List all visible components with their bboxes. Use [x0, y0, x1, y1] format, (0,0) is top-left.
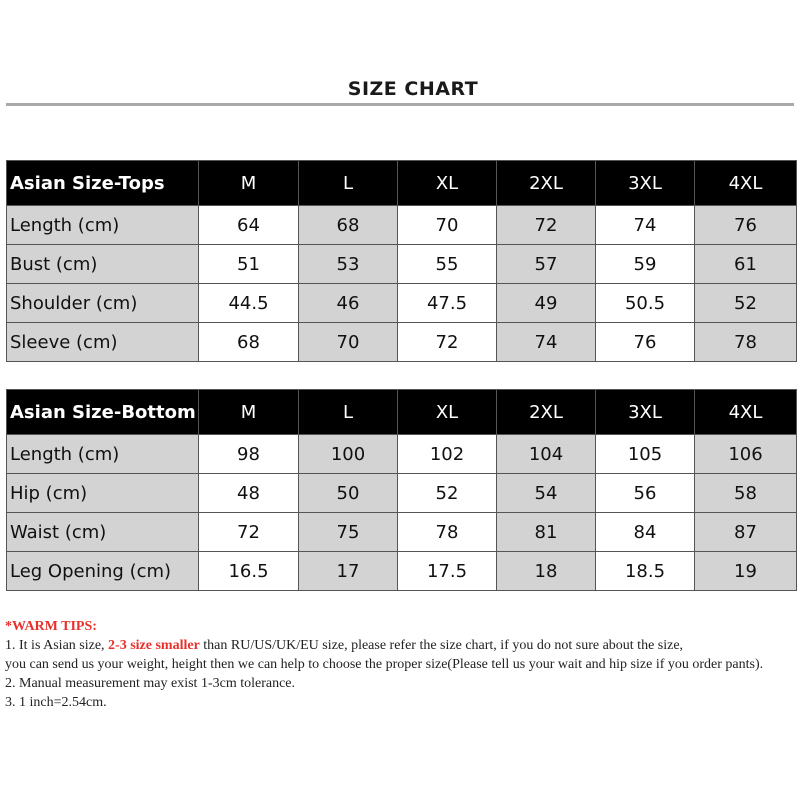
row-label: Waist (cm): [7, 513, 199, 552]
row-label: Leg Opening (cm): [7, 552, 199, 591]
header-cell: M: [199, 161, 299, 206]
table-cell: 72: [199, 513, 299, 552]
table-cell: 74: [596, 206, 695, 245]
table-cell: 49: [497, 284, 596, 323]
header-cell: 4XL: [695, 390, 797, 435]
table-cell: 19: [695, 552, 797, 591]
row-label: Hip (cm): [7, 474, 199, 513]
table-cell: 59: [596, 245, 695, 284]
table-cell: 48: [199, 474, 299, 513]
table-cell: 17: [299, 552, 398, 591]
table-cell: 64: [199, 206, 299, 245]
table-cell: 58: [695, 474, 797, 513]
table-cell: 56: [596, 474, 695, 513]
table-cell: 70: [299, 323, 398, 362]
header-cell: M: [199, 390, 299, 435]
tip-1-highlight: 2-3 size smaller: [108, 638, 200, 653]
header-cell: XL: [398, 161, 497, 206]
tip-1-continuation: you can send us your weight, height then we can help to choose the proper size(Please tell us your wait and hip size if you order pants).: [5, 657, 764, 672]
table-row: [7, 245, 797, 284]
header-cell: L: [299, 161, 398, 206]
table-cell: 53: [299, 245, 398, 284]
header-cell: 2XL: [497, 390, 596, 435]
table-cell: 44.5: [199, 284, 299, 323]
title-divider: [6, 103, 794, 106]
table-cell: 68: [199, 323, 299, 362]
tip-1-prefix: 1. It is Asian size,: [5, 638, 109, 653]
header-cell: L: [299, 390, 398, 435]
table-cell: 50.5: [596, 284, 695, 323]
table-cell: 61: [695, 245, 797, 284]
tops-size-table: [6, 160, 797, 362]
header-cell: XL: [398, 390, 497, 435]
table-cell: 106: [695, 435, 797, 474]
bottom-size-table: [6, 389, 797, 591]
row-label: Bust (cm): [7, 245, 199, 284]
table-cell: 54: [497, 474, 596, 513]
table-cell: 72: [398, 323, 497, 362]
table-cell: 51: [199, 245, 299, 284]
table-cell: 57: [497, 245, 596, 284]
table-cell: 52: [398, 474, 497, 513]
tips-title: *WARM TIPS:: [5, 619, 97, 634]
table-cell: 52: [695, 284, 797, 323]
tip-1: [5, 636, 797, 655]
table-cell: 18.5: [596, 552, 695, 591]
table-cell: 68: [299, 206, 398, 245]
table-row: [7, 323, 797, 362]
table-row: [7, 284, 797, 323]
row-label: Shoulder (cm): [7, 284, 199, 323]
tip-3: 3. 1 inch=2.54cm.: [5, 695, 107, 710]
table-cell: 72: [497, 206, 596, 245]
table-cell: 75: [299, 513, 398, 552]
table-row: [7, 435, 797, 474]
warm-tips: [5, 617, 797, 712]
table-header-row: [7, 390, 797, 435]
table-cell: 47.5: [398, 284, 497, 323]
row-label: Length (cm): [7, 435, 199, 474]
header-cell: 3XL: [596, 161, 695, 206]
tip-2: 2. Manual measurement may exist 1-3cm tolerance.: [5, 676, 296, 691]
table-row: [7, 206, 797, 245]
table-cell: 105: [596, 435, 695, 474]
table-cell: 104: [497, 435, 596, 474]
table-cell: 55: [398, 245, 497, 284]
table-cell: 50: [299, 474, 398, 513]
page-title: SIZE CHART: [347, 78, 479, 100]
table-cell: 74: [497, 323, 596, 362]
table-cell: 46: [299, 284, 398, 323]
table-cell: 18: [497, 552, 596, 591]
table-cell: 100: [299, 435, 398, 474]
table-cell: 84: [596, 513, 695, 552]
table-cell: 17.5: [398, 552, 497, 591]
table-cell: 87: [695, 513, 797, 552]
table-cell: 16.5: [199, 552, 299, 591]
header-cell: 4XL: [695, 161, 797, 206]
row-label: Length (cm): [7, 206, 199, 245]
header-cell: 3XL: [596, 390, 695, 435]
table-cell: 76: [596, 323, 695, 362]
table-header-row: [7, 161, 797, 206]
table-cell: 81: [497, 513, 596, 552]
table-cell: 78: [695, 323, 797, 362]
row-label: Sleeve (cm): [7, 323, 199, 362]
table-cell: 98: [199, 435, 299, 474]
header-cell: 2XL: [497, 161, 596, 206]
table-cell: 76: [695, 206, 797, 245]
header-cell: Asian Size-Bottom: [7, 390, 199, 435]
table-cell: 78: [398, 513, 497, 552]
table-cell: 70: [398, 206, 497, 245]
table-row: [7, 513, 797, 552]
table-row: [7, 552, 797, 591]
tip-1-suffix: than RU/US/UK/EU size, please refer the size chart, if you do not sure about the size,: [199, 638, 684, 653]
table-row: [7, 474, 797, 513]
table-cell: 102: [398, 435, 497, 474]
header-cell: Asian Size-Tops: [7, 161, 199, 206]
